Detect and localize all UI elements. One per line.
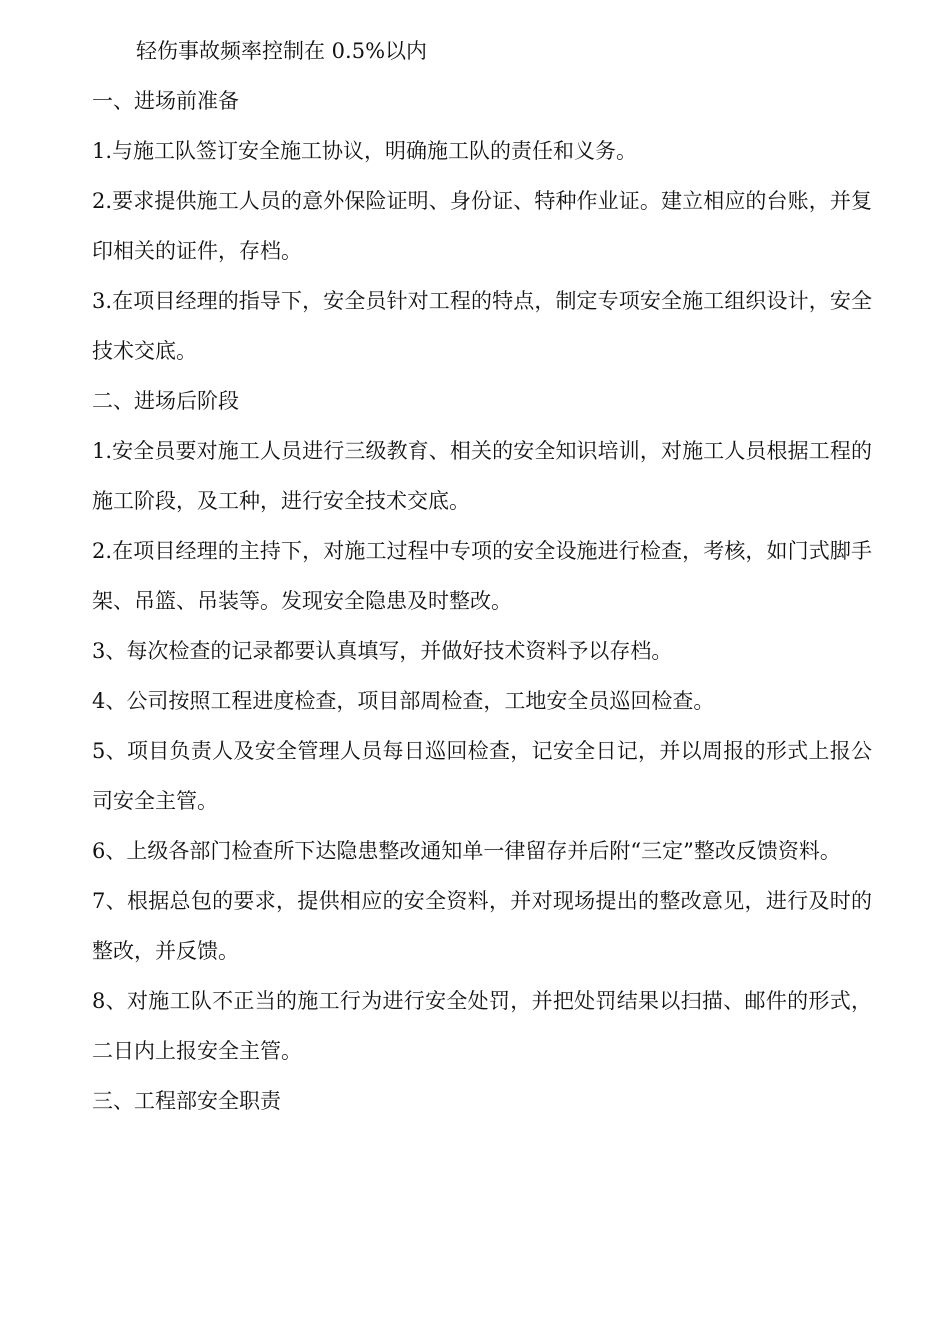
paragraph-item: 2.要求提供施工人员的意外保险证明、身份证、特种作业证。建立相应的台账，并复印相关的证件，存档。	[92, 189, 872, 263]
document-body	[92, 26, 872, 1126]
paragraph-item: 2.在项目经理的主持下，对施工过程中专项的安全设施进行检查，考核，如门式脚手架、吊篮、吊装等。发现安全隐患及时整改。	[92, 539, 872, 613]
paragraph-item: 8、对施工队不正当的施工行为进行安全处罚，并把处罚结果以扫描、邮件的形式，二日内上报安全主管。	[92, 989, 872, 1063]
paragraph-item: 7、根据总包的要求，提供相应的安全资料，并对现场提出的整改意见，进行及时的整改，并反馈。	[92, 889, 872, 963]
paragraph-item: 3、每次检查的记录都要认真填写，并做好技术资料予以存档。	[92, 639, 673, 663]
section-heading-post-entry: 二、进场后阶段	[92, 389, 239, 413]
paragraph-item: 6、上级各部门检查所下达隐患整改通知单一律留存并后附“三定”整改反馈资料。	[92, 839, 841, 863]
paragraph-item: 4、公司按照工程进度检查，项目部周检查，工地安全员巡回检查。	[92, 689, 715, 713]
paragraph-item: 3.在项目经理的指导下，安全员针对工程的特点，制定专项安全施工组织设计，安全技术交底。	[92, 289, 872, 363]
paragraph-accident-rate: 轻伤事故频率控制在 0.5%以内	[136, 39, 428, 63]
paragraph-item: 1.安全员要对施工人员进行三级教育、相关的安全知识培训，对施工人员根据工程的施工阶段，及工种，进行安全技术交底。	[92, 439, 872, 513]
section-heading-engineering-duties: 三、工程部安全职责	[92, 1089, 281, 1113]
paragraph-item: 1.与施工队签订安全施工协议，明确施工队的责任和义务。	[92, 139, 638, 163]
section-heading-pre-entry: 一、进场前准备	[92, 89, 239, 113]
paragraph-item: 5、项目负责人及安全管理人员每日巡回检查，记安全日记，并以周报的形式上报公司安全主管。	[92, 739, 872, 813]
